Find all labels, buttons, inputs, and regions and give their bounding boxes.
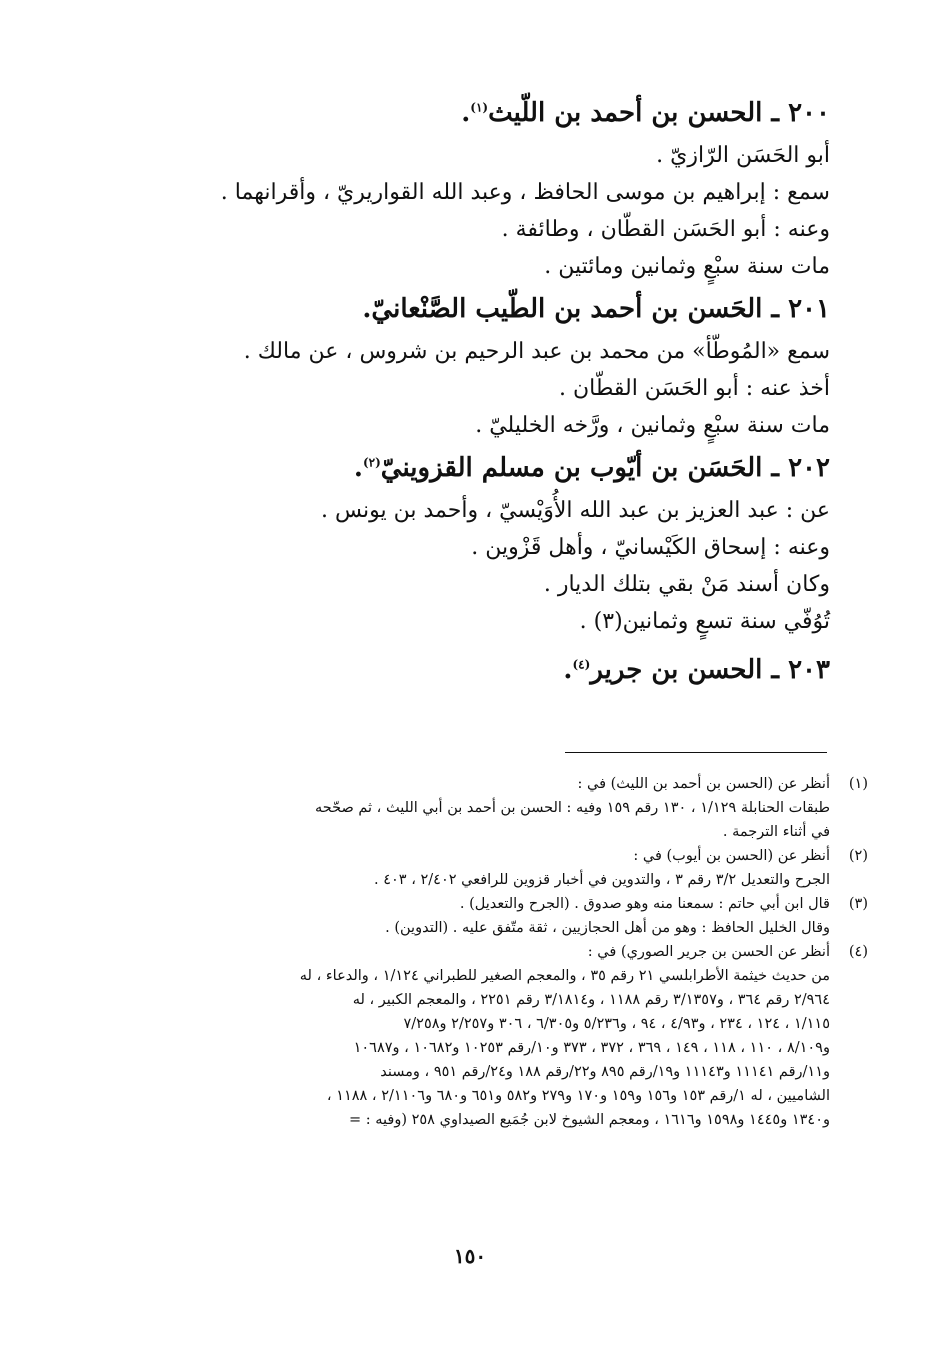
footnote-line: وقال الخليل الحافظ : وهو من أهل الحجازيين ، ثقة متّفق عليه . (التدوين) . bbox=[385, 920, 830, 936]
footnote-number: (٤) bbox=[848, 944, 868, 960]
footnote-line: في أثناء الترجمة . bbox=[722, 824, 830, 840]
entry-line: أخذ عنه : أبو الحَسَن القطّان . bbox=[558, 376, 830, 401]
footnote-ref[interactable]: (٢) bbox=[362, 455, 381, 470]
footnote-line: أنظر عن (الحسن بن أيوب) في : bbox=[633, 848, 830, 864]
footnote-number: (٣) bbox=[848, 896, 868, 912]
entry-line: عن : عبد العزيز بن عبد الله الأُوَيْسيّ ، وأحمد بن يونس . bbox=[320, 498, 830, 523]
heading-period: . bbox=[362, 294, 372, 324]
footnotes bbox=[112, 772, 868, 1132]
footnote-divider bbox=[565, 752, 827, 753]
entry-title: ٢٠١ ـ الحَسن بن أحمد بن الطّيب الصَّنْعانيّ bbox=[371, 294, 830, 324]
entry-line: وعنه : إسحاق الكَيْسانيّ ، وأهل قَزْوين . bbox=[471, 535, 830, 560]
entry-line: أبو الحَسَن الرّازيّ . bbox=[656, 143, 830, 168]
entry-title: ٢٠٠ ـ الحسن بن أحمد بن اللّيث bbox=[488, 98, 830, 128]
entry-line: تُوُفّي سنة تسعٍ وثمانين(٣) . bbox=[579, 609, 830, 634]
footnote-line: قال ابن أبي حاتم : سمعنا منه وهو صدوق . (الجرح والتعديل) . bbox=[459, 896, 830, 912]
footnote-line: و١٣٤٠ و١٤٤٥ و١٥٩٨ و١٦١٦ ، ومعجم الشيوخ لابن جُمَيع الصيداوي ٢٥٨ (وفيه : = bbox=[349, 1112, 830, 1128]
footnote-line: أنظر عن الحسن بن جرير الصوري) في : bbox=[587, 944, 830, 960]
entry-heading-203 bbox=[130, 650, 830, 698]
footnote-3 bbox=[112, 892, 868, 940]
footnote-number: (٢) bbox=[848, 848, 868, 864]
heading-period: . bbox=[461, 98, 471, 128]
entry-line: مات سنة سبْعٍ وثمانين ، ورَّخه الخليليّ . bbox=[475, 413, 830, 438]
entry-line: وكان أسند مَنْ بقي بتلك الديار . bbox=[543, 572, 830, 597]
footnote-ref[interactable]: (١) bbox=[470, 100, 489, 115]
entry-line: وعنه : أبو الحَسَن القطّان ، وطائفة . bbox=[501, 217, 830, 242]
footnote-4 bbox=[112, 940, 868, 1132]
main-text bbox=[130, 93, 830, 698]
heading-period: . bbox=[563, 655, 573, 685]
footnote-2 bbox=[112, 844, 868, 892]
entry-line: مات سنة سبْعٍ وثمانين ومائتين . bbox=[544, 254, 830, 279]
entry-heading-202 bbox=[130, 448, 830, 496]
footnote-number: (١) bbox=[848, 776, 868, 792]
entry-heading-200 bbox=[130, 93, 830, 141]
heading-period: . bbox=[353, 453, 363, 483]
footnote-line: الجرح والتعديل ٣/٢ رقم ٣ ، والتدوين في أخبار قزوين للرافعي ٢/٤٠٢ ، ٤٠٣ . bbox=[374, 872, 830, 888]
footnote-line: و١١/رقم ١١١٤١ و١١١٤٣ و١٩/رقم ٨٩٥ و٢٢/رقم ١٨٨ و٢٤/رقم ٩٥١ ، ومسند bbox=[380, 1064, 830, 1080]
entry-line: سمع : إبراهيم بن موسى الحافظ ، وعبد الله القواريريّ ، وأقرانهما . bbox=[220, 180, 830, 205]
entry-heading-201 bbox=[130, 289, 830, 337]
footnote-ref[interactable]: (٤) bbox=[572, 657, 591, 672]
footnote-line: ٢/٩٦٤ رقم ٣٦٤ ، و٣/١٣٥٧ رقم ١١٨٨ ، و٣/١٨١٤ رقم ٢٢٥١ ، والمعجم الكبير ، له bbox=[352, 992, 830, 1008]
page-number: ١٥٠ bbox=[453, 1244, 487, 1268]
footnote-line: و٨/١٠٩ ، ١١٠ ، ١١٨ ، ١٤٩ ، ٣٦٩ ، ٣٧٢ ، ٣٧٣ و١٠/رقم ١٠٢٥٣ و١٠٦٨٢ ، و١٠٦٨٧ bbox=[353, 1040, 830, 1056]
entry-line: سمع «المُوطّأ» من محمد بن عبد الرحيم بن شروس ، عن مالك . bbox=[243, 339, 830, 364]
footnote-line: من حديث خيثمة الأطرابلسي ٢١ رقم ٣٥ ، والمعجم الصغير للطبراني ١/١٢٤ ، والدعاء ، له bbox=[299, 968, 830, 984]
footnote-line: ١/١١٥ ، ١٢٤ ، ٢٣٤ ، و٤/٩٣ ، ٩٤ ، و٥/٢٣٦ و٦/٣٠٥ ، ٣٠٦ و٢/٢٥٧ و٧/٢٥٨ bbox=[403, 1016, 830, 1032]
footnote-line: الشاميين ، له ١/رقم ١٥٣ و١٥٦ و١٥٩ و١٧٠ و٢٧٩ و٥٨٢ و٦٥١ و٦٨٠ و٢/١١٠٦ ، ١١٨٨ ، bbox=[326, 1088, 830, 1104]
footnote-1 bbox=[112, 772, 868, 844]
footnote-line: أنظر عن (الحسن بن أحمد بن الليث) في : bbox=[577, 776, 830, 792]
entry-title: ٢٠٣ ـ الحسن بن جرير bbox=[590, 655, 830, 685]
entry-title: ٢٠٢ ـ الحَسَن بن أيّوب بن مسلم القزوينيّ bbox=[380, 453, 830, 483]
footnote-line: طبقات الحنابلة ١/١٢٩ ، ١٣٠ رقم ١٥٩ وفيه : الحسن بن أحمد بن أبي الليث ، ثم صحّحه bbox=[314, 800, 830, 816]
